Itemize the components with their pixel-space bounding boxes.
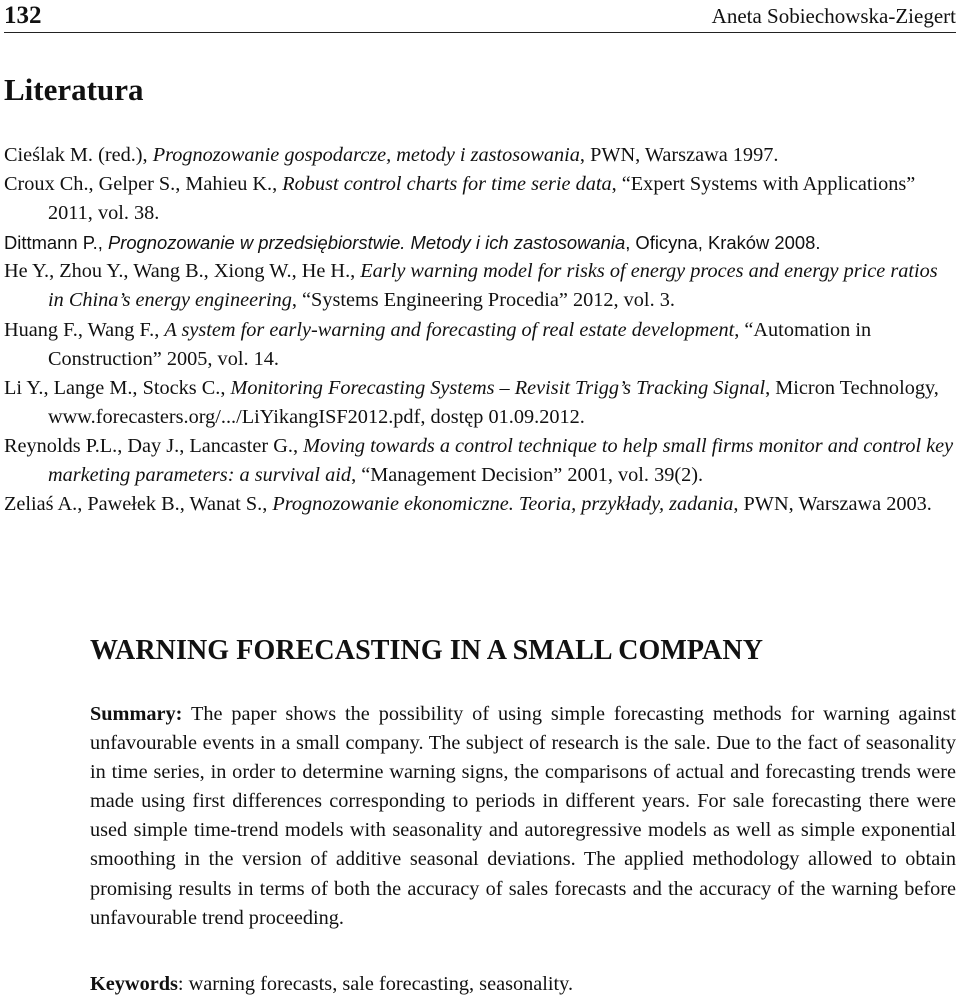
- summary-paragraph: [90, 700, 956, 933]
- reference-title: Prognozowanie w przedsiębiorstwie. Metody i ich zastosowania: [107, 232, 626, 254]
- reference-list: [4, 141, 956, 519]
- reference-title: Robust control charts for time serie data: [282, 173, 612, 196]
- reference-authors: Zeliaś A., Pawełek B., Wanat S.,: [4, 493, 273, 516]
- reference-details: , PWN, Warszawa 1997.: [579, 144, 779, 166]
- reference-authors: Croux Ch., Gelper S., Mahieu K.,: [4, 173, 283, 196]
- reference-details: , “Expert Systems with Applications” 2011, vol. 38.: [48, 173, 916, 225]
- summary-text: The paper shows the possibility of using simple forecasting methods for warning against unfavourable events in a small company. The subject of research is the sale. Due to the fact of seasonality in time series, in order to determine warning signs, the comparisons of actual and forecasting trends were made using first differences corresponding to periods in different years. For sale forecasting there were used simple time-trend models with seasonality and autoregressive models as well as simple exponential smoothing in the version of additive seasonal deviations. The applied methodology allowed to obtain promising results in terms of both the accuracy of sales forecasts and the accuracy of the warning before unfavourable trend proceeding.: [90, 703, 956, 929]
- reference-item: [4, 490, 956, 519]
- reference-item: [4, 141, 956, 170]
- reference-item: [4, 257, 956, 315]
- keywords-paragraph: [90, 970, 956, 999]
- page-number: 132: [4, 2, 42, 29]
- page-header: [4, 0, 956, 33]
- section-title: Literatura: [4, 72, 144, 107]
- reference-authors: Reynolds P.L., Day J., Lancaster G.,: [4, 434, 304, 457]
- reference-item: [4, 170, 956, 228]
- reference-authors: Huang F., Wang F.,: [4, 318, 165, 341]
- reference-details: , “Management Decision” 2001, vol. 39(2).: [351, 464, 704, 487]
- keywords-label: Keywords: [90, 973, 178, 995]
- reference-authors: Cieślak M. (red.),: [4, 144, 153, 166]
- reference-item: [4, 228, 956, 257]
- reference-details: , “Automation in Construction” 2005, vol. 14.: [48, 318, 872, 370]
- reference-item: [4, 432, 956, 490]
- reference-details: , Micron Technology, www.forecasters.org/.../LiYikangISF2012.pdf, dostęp 01.09.2012.: [48, 376, 939, 428]
- reference-title: Prognozowanie ekonomiczne. Teoria, przykłady, zadania: [272, 493, 734, 516]
- running-head-author: Aneta Sobiechowska-Ziegert: [711, 4, 956, 28]
- reference-title: Monitoring Forecasting Systems – Revisit Trigg’s Tracking Signal: [230, 376, 766, 399]
- reference-authors: Dittmann P.,: [4, 232, 108, 254]
- reference-authors: He Y., Zhou Y., Wang B., Xiong W., He H.,: [4, 260, 361, 283]
- reference-title: Moving towards a control technique to help small firms monitor and control key marketing parameters: a survival aid: [48, 434, 954, 487]
- keywords-text: : warning forecasts, sale forecasting, seasonality.: [177, 973, 574, 995]
- reference-details: , Oficyna, Kraków 2008.: [625, 232, 821, 254]
- reference-details: , PWN, Warszawa 2003.: [733, 493, 932, 516]
- summary-label: Summary:: [90, 703, 183, 725]
- reference-details: , “Systems Engineering Procedia” 2012, vol. 3.: [291, 289, 675, 312]
- article-title: WARNING FORECASTING IN A SMALL COMPANY: [90, 635, 764, 666]
- reference-item: [4, 374, 956, 432]
- reference-item: [4, 316, 956, 374]
- reference-title: Early warning model for risks of energy proces and energy price ratios in China’s energy engineering: [48, 260, 938, 312]
- reference-authors: Li Y., Lange M., Stocks C.,: [4, 376, 231, 399]
- reference-title: Prognozowanie gospodarcze, metody i zastosowania: [152, 144, 580, 166]
- reference-title: A system for early-warning and forecasting of real estate development: [164, 318, 735, 341]
